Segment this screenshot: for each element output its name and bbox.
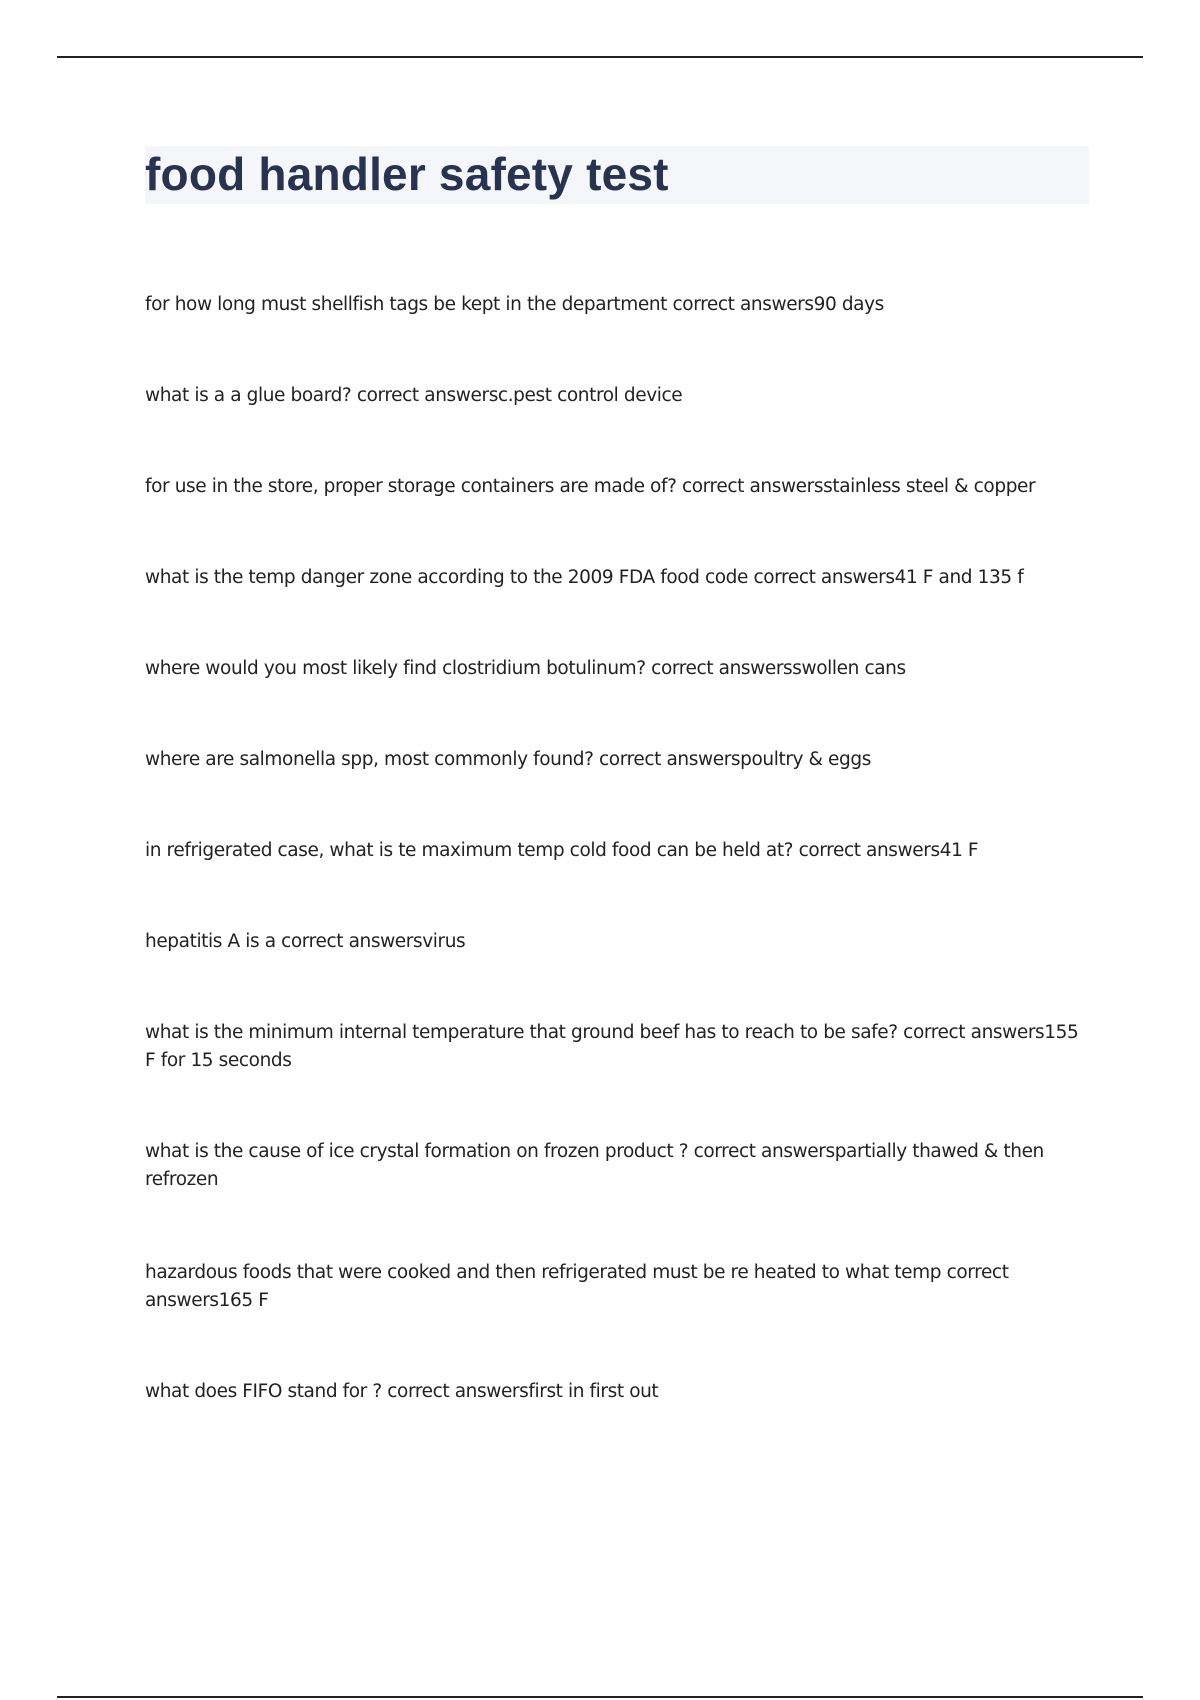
page-title: food handler safety test	[145, 148, 669, 200]
qa-item-6: where are salmonella spp, most commonly found? correct answerspoultry & eggs	[145, 749, 871, 770]
qa-item-1: for how long must shellfish tags be kept in the department correct answers90 days	[145, 294, 884, 315]
qa-item-11: hazardous foods that were cooked and then refrigerated must be re heated to what temp correct answers165 F	[145, 1262, 1009, 1311]
qa-item-8: hepatitis A is a correct answersvirus	[145, 931, 466, 952]
qa-item-9: what is the minimum internal temperature that ground beef has to reach to be safe? correct answers155 F for 15 seconds	[145, 1022, 1079, 1071]
qa-item-7: in refrigerated case, what is te maximum temp cold food can be held at? correct answers41 F	[145, 840, 979, 861]
qa-item-2: what is a a glue board? correct answersc.pest control device	[145, 385, 683, 406]
top-rule	[57, 56, 1143, 58]
qa-item-5: where would you most likely find clostridium botulinum? correct answersswollen cans	[145, 658, 906, 679]
bottom-rule	[57, 1696, 1143, 1698]
qa-item-10: what is the cause of ice crystal formation on frozen product ? correct answerspartially thawed & then refrozen	[145, 1141, 1044, 1190]
qa-item-4: what is the temp danger zone according to the 2009 FDA food code correct answers41 F and 135 f	[145, 567, 1024, 588]
qa-item-3: for use in the store, proper storage containers are made of? correct answersstainless steel & copper	[145, 476, 1036, 497]
qa-item-12: what does FIFO stand for ? correct answersfirst in first out	[145, 1381, 659, 1402]
